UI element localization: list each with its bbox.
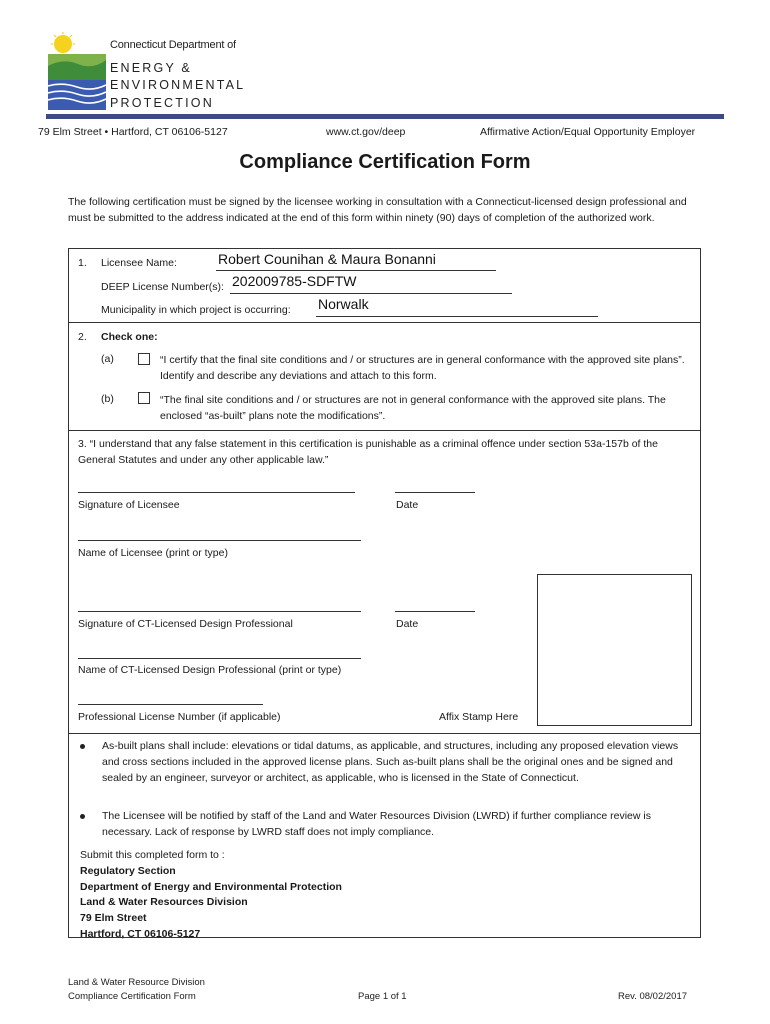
deep-logo — [48, 32, 106, 110]
divider — [68, 733, 701, 734]
address-line-3: Land & Water Resources Division — [80, 896, 248, 908]
header-tagline: Affirmative Action/Equal Opportunity Employer — [480, 126, 696, 138]
bullet-icon — [80, 744, 85, 749]
date-label-2: Date — [396, 618, 419, 630]
date-line-2[interactable] — [395, 611, 475, 612]
licensee-name-line — [216, 270, 496, 271]
address-line-5: Hartford, CT 06106-5127 — [80, 928, 201, 940]
address-line-1: Regulatory Section — [80, 865, 176, 877]
license-number-label: DEEP License Number(s): — [101, 281, 224, 293]
logo-text-energy: ENERGY & — [110, 61, 192, 75]
logo-text-dept: Connecticut Department of — [110, 39, 236, 51]
lwrd-note: The Licensee will be notified by staff of the Land and Water Resources Division (LWRD) if further compliance review is necessary. Lack of response by LWRD staff does not imply compliance. — [102, 810, 651, 838]
address-line-2: Department of Energy and Environmental Protection — [80, 881, 342, 893]
footer-revision: Rev. 08/02/2017 — [618, 991, 688, 1002]
logo-text-environmental: ENVIRONMENTAL — [110, 78, 246, 92]
licensee-name-field[interactable]: Robert Counihan & Maura Bonanni — [218, 251, 436, 267]
professional-license-label: Professional License Number (if applicable) — [78, 711, 281, 723]
option-b-label: (b) — [101, 393, 114, 405]
divider — [68, 322, 701, 323]
professional-signature-label: Signature of CT-Licensed Design Professional — [78, 618, 293, 630]
licensee-signature-line[interactable] — [78, 492, 355, 493]
municipality-field[interactable]: Norwalk — [318, 296, 369, 312]
option-a-checkbox[interactable] — [138, 353, 150, 365]
license-number-field[interactable]: 202009785-SDFTW — [232, 273, 357, 289]
header-website[interactable]: www.ct.gov/deep — [326, 126, 406, 138]
section1-number: 1. — [78, 257, 87, 269]
submit-label: Submit this completed form to : — [80, 849, 225, 861]
professional-license-line[interactable] — [78, 704, 263, 705]
divider — [68, 430, 701, 431]
licensee-name-print-label: Name of Licensee (print or type) — [78, 547, 228, 559]
as-built-note: As-built plans shall include: elevations or tidal datums, as applicable, and structures, including any proposed elevation views and cross sections included in the approved license plans. Such as-built plans shall be the original ones and be signed and sealed by an engineer, surveyor or architect, as applicable, who is licensed in the State of Connecticut. — [102, 740, 679, 784]
option-a-label: (a) — [101, 353, 114, 365]
option-b-text: “The final site conditions and / or structures are not in general conformance with the approved site plans. The enclosed “as-built” plans note the modifications”. — [160, 394, 666, 422]
intro-paragraph: The following certification must be signed by the licensee working in consultation with a Connecticut-licensed design professional and must be submitted to the address indicated at the end of this form within ninety (90) days of completion of the authorized work. — [68, 196, 687, 224]
license-number-line — [230, 293, 512, 294]
professional-name-print-line[interactable] — [78, 658, 361, 659]
footer-form-name: Compliance Certification Form — [68, 991, 196, 1002]
option-b-checkbox[interactable] — [138, 392, 150, 404]
page-title: Compliance Certification Form — [239, 151, 531, 173]
affix-stamp-label: Affix Stamp Here — [439, 711, 519, 723]
date-label-1: Date — [396, 499, 419, 511]
footer-division: Land & Water Resource Division — [68, 977, 205, 988]
licensee-name-label: Licensee Name: — [101, 257, 177, 269]
municipality-label: Municipality in which project is occurring: — [101, 304, 291, 316]
header-address: 79 Elm Street • Hartford, CT 06106-5127 — [38, 126, 228, 138]
professional-signature-line[interactable] — [78, 611, 361, 612]
logo-text-protection: PROTECTION — [110, 96, 214, 110]
municipality-line — [316, 316, 598, 317]
licensee-name-print-line[interactable] — [78, 540, 361, 541]
date-line-1[interactable] — [395, 492, 475, 493]
address-line-4: 79 Elm Street — [80, 912, 147, 924]
bullet-icon — [80, 814, 85, 819]
section2-number: 2. — [78, 331, 87, 343]
header-rule — [46, 114, 724, 119]
check-one-heading: Check one: — [101, 331, 158, 343]
professional-name-print-label: Name of CT-Licensed Design Professional (print or type) — [78, 664, 342, 676]
option-a-text: “I certify that the final site conditions and / or structures are in general conformance with the approved site plans”. Identify and describe any deviations and attach to this form. — [160, 354, 685, 382]
false-statement-text: 3. “I understand that any false statement in this certification is punishable as a criminal offence under section 53a-157b of the General Statutes and under any other applicable law.” — [78, 438, 658, 466]
licensee-signature-label: Signature of Licensee — [78, 499, 180, 511]
footer-page-number: Page 1 of 1 — [358, 991, 407, 1002]
stamp-box — [537, 574, 692, 726]
